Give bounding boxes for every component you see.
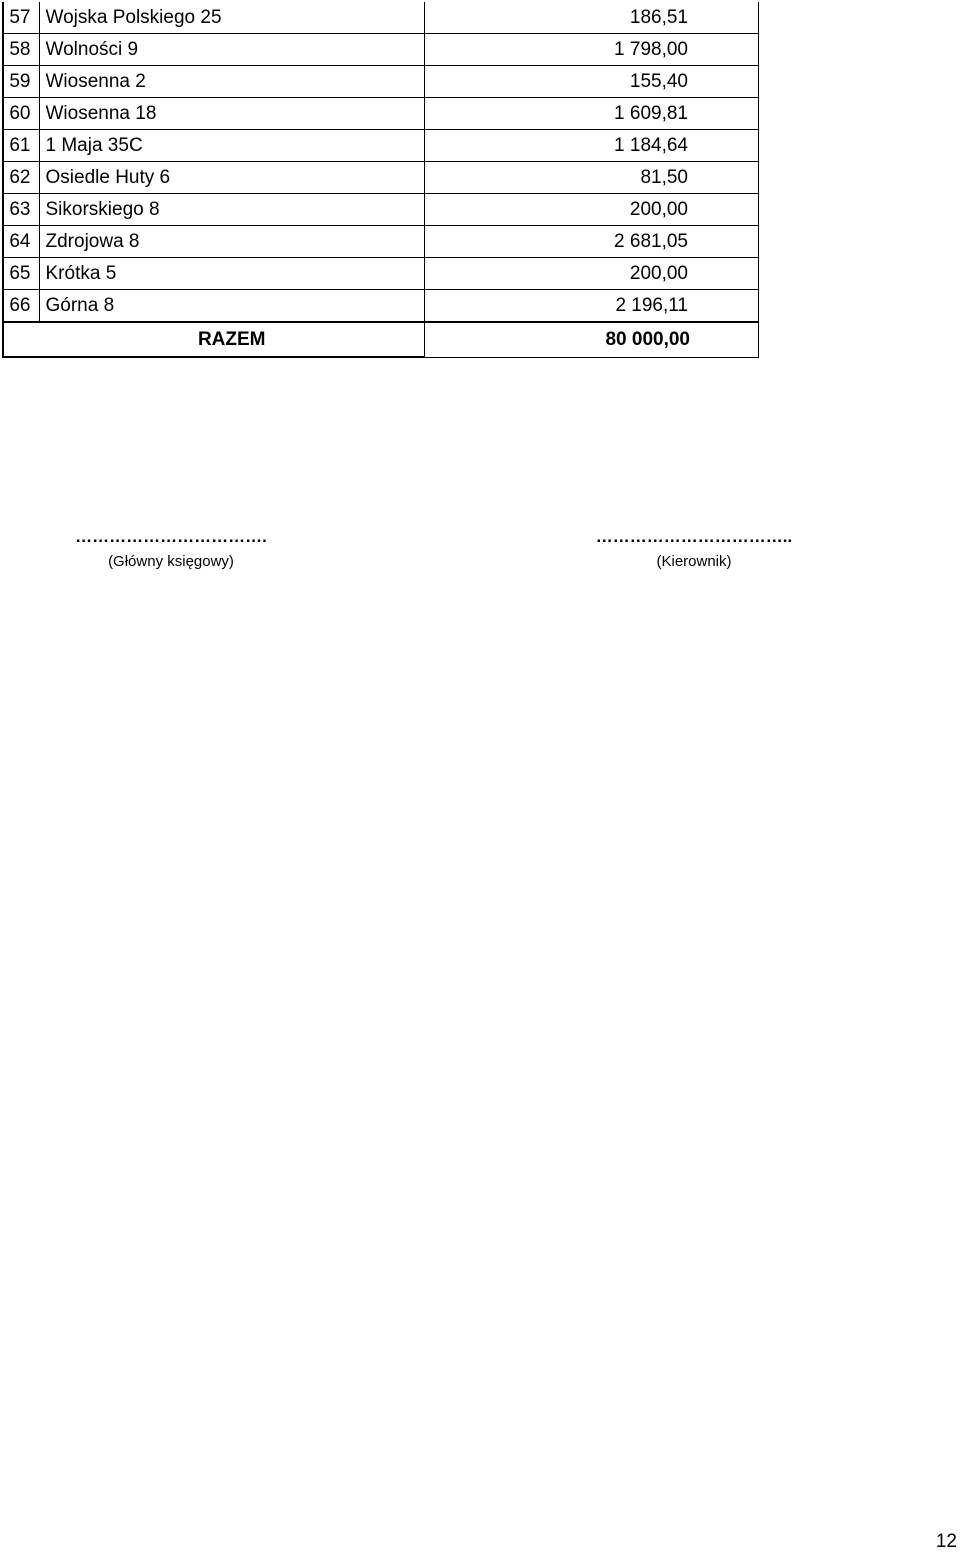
- row-address: Osiedle Huty 6: [39, 162, 424, 194]
- row-number: 59: [3, 66, 39, 98]
- table-body: [3, 2, 759, 322]
- row-amount: 186,51: [424, 2, 759, 34]
- table-row: [3, 226, 759, 258]
- row-amount: 1 609,81: [424, 98, 759, 130]
- signature-chief-accountant: [41, 527, 301, 571]
- row-address: Krótka 5: [39, 258, 424, 290]
- page-number: 12: [935, 1531, 957, 1552]
- total-row: [3, 322, 759, 357]
- row-number: 64: [3, 226, 39, 258]
- row-number: 60: [3, 98, 39, 130]
- signature-role: (Kierownik): [656, 553, 732, 570]
- row-address: Górna 8: [39, 290, 424, 323]
- row-amount: 1 184,64: [424, 130, 759, 162]
- total-label: RAZEM: [3, 322, 424, 357]
- allocation-table: [2, 2, 759, 358]
- table-row: [3, 290, 759, 323]
- row-number: 57: [3, 2, 39, 34]
- row-address: Wiosenna 18: [39, 98, 424, 130]
- table-row: [3, 194, 759, 226]
- row-address: Zdrojowa 8: [39, 226, 424, 258]
- row-amount: 1 798,00: [424, 34, 759, 66]
- table-row: [3, 2, 759, 34]
- row-address: Sikorskiego 8: [39, 194, 424, 226]
- row-amount: 2 196,11: [424, 290, 759, 323]
- table-row: [3, 98, 759, 130]
- row-address: Wolności 9: [39, 34, 424, 66]
- total-value: 80 000,00: [424, 322, 759, 357]
- row-amount: 155,40: [424, 66, 759, 98]
- row-address: Wiosenna 2: [39, 66, 424, 98]
- row-number: 65: [3, 258, 39, 290]
- signature-line: ……………………………..: [595, 527, 793, 546]
- row-address: 1 Maja 35C: [39, 130, 424, 162]
- row-number: 61: [3, 130, 39, 162]
- row-amount: 200,00: [424, 194, 759, 226]
- row-amount: 2 681,05: [424, 226, 759, 258]
- row-number: 66: [3, 290, 39, 323]
- table-row: [3, 162, 759, 194]
- signature-line: …………………………….: [75, 527, 267, 546]
- row-address: Wojska Polskiego 25: [39, 2, 424, 34]
- table-row: [3, 34, 759, 66]
- row-amount: 81,50: [424, 162, 759, 194]
- row-amount: 200,00: [424, 258, 759, 290]
- row-number: 62: [3, 162, 39, 194]
- row-number: 58: [3, 34, 39, 66]
- table-row: [3, 130, 759, 162]
- signature-role: (Główny księgowy): [108, 553, 234, 570]
- signature-manager: [564, 527, 824, 571]
- table-row: [3, 66, 759, 98]
- row-number: 63: [3, 194, 39, 226]
- table-row: [3, 258, 759, 290]
